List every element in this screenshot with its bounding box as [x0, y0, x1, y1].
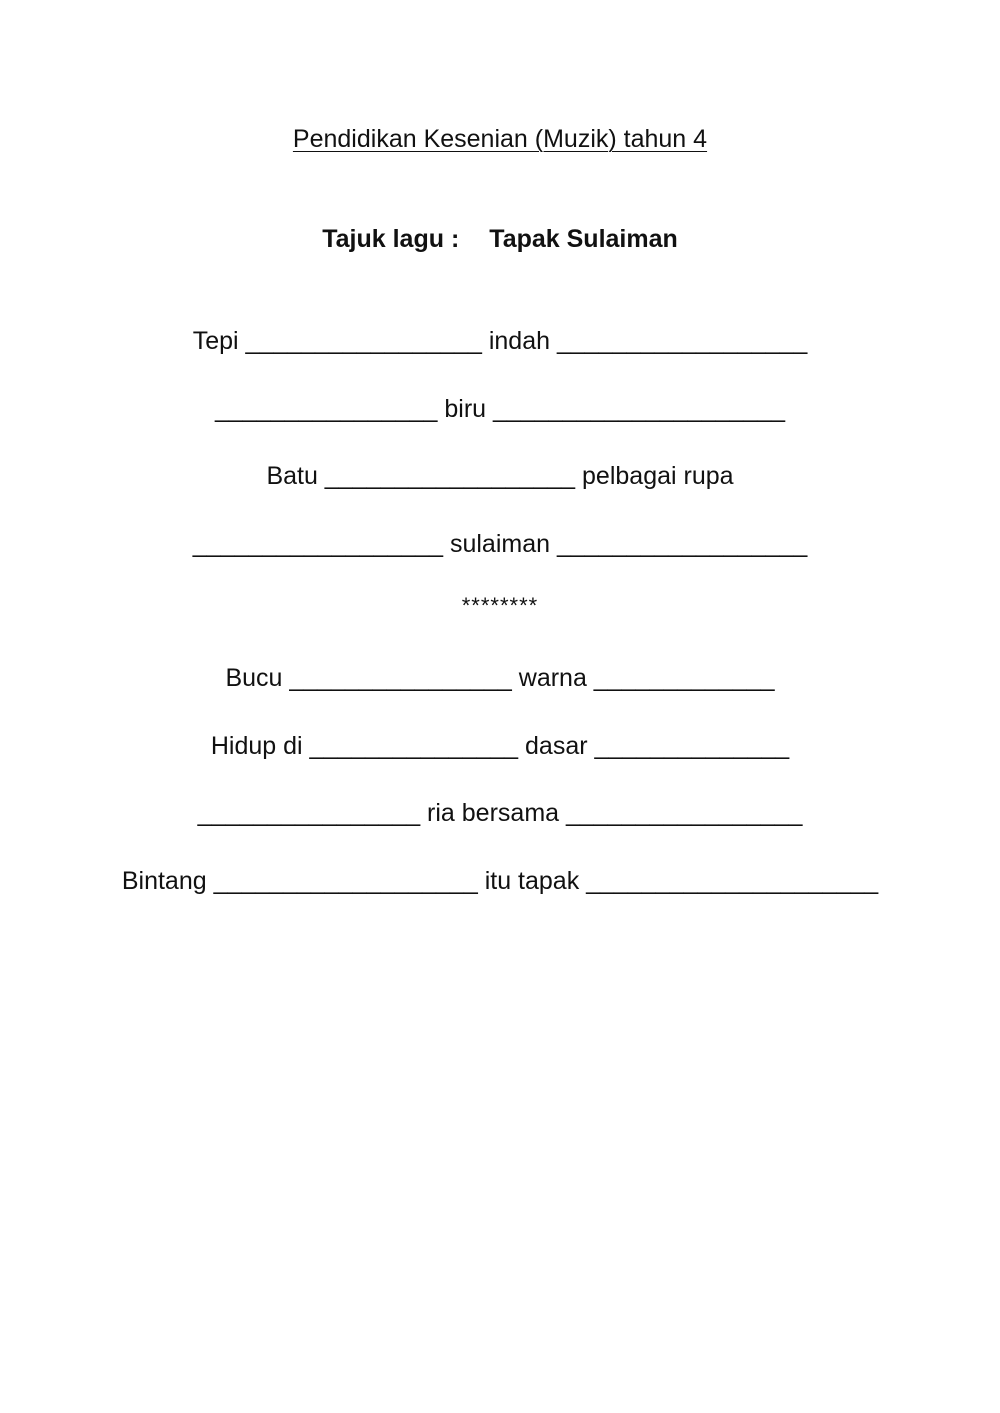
lyric-line-8: Bintang ___________________ itu tapak _____________________	[121, 867, 879, 895]
subject-heading-text: Pendidikan Kesenian (Muzik) tahun 4	[292, 125, 708, 153]
subject-heading	[0, 122, 1000, 156]
lyric-line-1: Tepi _________________ indah __________________	[192, 327, 808, 355]
song-title: Tapak Sulaiman	[489, 225, 678, 253]
lyric-line-6: Hidup di _______________ dasar ______________	[210, 732, 790, 760]
lyric-line-4: __________________ sulaiman __________________	[192, 530, 808, 558]
lyric-line-7: ________________ ria bersama _________________	[197, 799, 803, 827]
verse-separator: ********	[461, 593, 539, 618]
song-title-row	[0, 222, 1000, 256]
lyric-line-5: Bucu ________________ warna _____________	[225, 664, 775, 692]
song-title-label: Tajuk lagu :	[322, 225, 460, 253]
lyric-line-3: Batu __________________ pelbagai rupa	[266, 462, 734, 490]
lyric-line-2: ________________ biru _____________________	[214, 395, 786, 423]
